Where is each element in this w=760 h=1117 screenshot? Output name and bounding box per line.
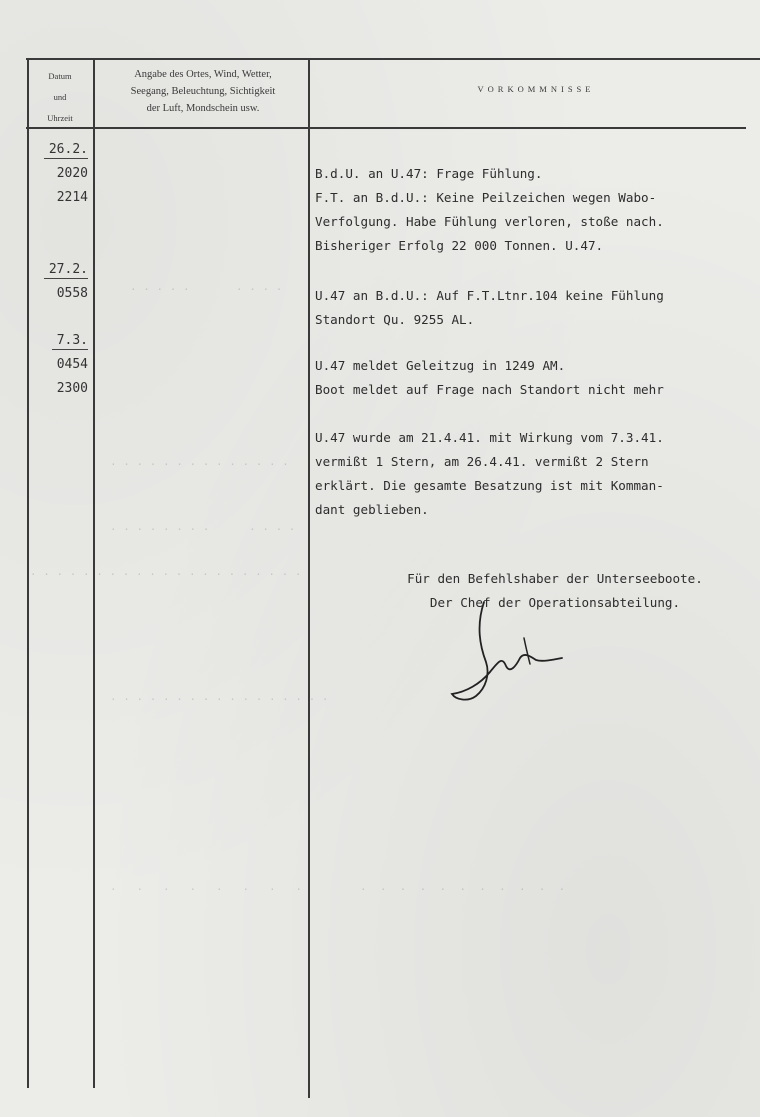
time-entry: 2300 — [56, 381, 88, 396]
date-entry: 26.2. — [44, 142, 88, 159]
place-header-line: der Luft, Mondschein usw. — [146, 103, 260, 114]
bleed-through-marks: . . . . . . . . . . . . . . . . . — [110, 690, 329, 703]
bleed-through-marks: . . . . . . . . . . . . . . — [110, 455, 289, 468]
event-line: U.47 wurde am 21.4.41. mit Wirkung vom 7.3.41. — [315, 430, 664, 445]
event-line: Standort Qu. 9255 AL. — [315, 312, 475, 327]
bleed-through-marks: . . . . . . . . . — [130, 280, 283, 293]
column-divider-2 — [308, 58, 310, 1098]
left-border — [27, 58, 29, 1088]
date-header-line: Uhrzeit — [47, 113, 73, 123]
bleed-through-marks: . . . . . . . . . . . — [360, 880, 566, 893]
event-line: U.47 an B.d.U.: Auf F.T.Ltnr.104 keine Fühlung — [315, 288, 664, 303]
header-bottom-rule — [26, 127, 746, 129]
place-header-line: Angabe des Ortes, Wind, Wetter, — [134, 69, 272, 80]
time-entry: 2020 — [56, 166, 88, 181]
event-line: Boot meldet auf Frage nach Standort nicht mehr — [315, 382, 664, 397]
bleed-through-marks: . . . . . . . . . . . . — [110, 520, 296, 533]
place-column-header — [96, 66, 310, 117]
date-column-header — [28, 66, 92, 129]
event-line: erklärt. Die gesamte Besatzung ist mit Komman- — [315, 478, 664, 493]
date-entry: 7.3. — [52, 333, 88, 350]
event-line: Bisheriger Erfolg 22 000 Tonnen. U.47. — [315, 238, 604, 253]
event-line: F.T. an B.d.U.: Keine Peilzeichen wegen Wabo- — [315, 190, 657, 205]
time-entry: 0454 — [56, 357, 88, 372]
time-entry: 0558 — [56, 286, 88, 301]
bleed-through-marks: . . . . . . . . . . . . . . . . . . . . . — [30, 565, 302, 578]
event-line: dant geblieben. — [315, 502, 429, 517]
event-line: B.d.U. an U.47: Frage Fühlung. — [315, 166, 543, 181]
handwritten-signature — [446, 596, 586, 716]
top-border — [26, 58, 760, 60]
date-header-line: Datum — [48, 71, 72, 81]
signature-line: Für den Befehlshaber der Unterseeboote. — [407, 571, 703, 586]
events-column-header: VORKOMMNISSE — [477, 84, 595, 94]
time-entry: 2214 — [56, 190, 88, 205]
event-line: vermißt 1 Stern, am 26.4.41. vermißt 2 Stern — [315, 454, 649, 469]
signature-line: Der Chef der Operationsabteilung. — [429, 595, 681, 610]
event-line: Verfolgung. Habe Fühlung verloren, stoße nach. — [315, 214, 664, 229]
event-line: U.47 meldet Geleitzug in 1249 AM. — [315, 358, 566, 373]
date-header-line: und — [53, 92, 67, 102]
date-entry: 27.2. — [44, 262, 88, 279]
place-header-line: Seegang, Beleuchtung, Sichtigkeit — [130, 86, 276, 97]
bleed-through-marks: . . . . . . . . — [110, 880, 303, 893]
